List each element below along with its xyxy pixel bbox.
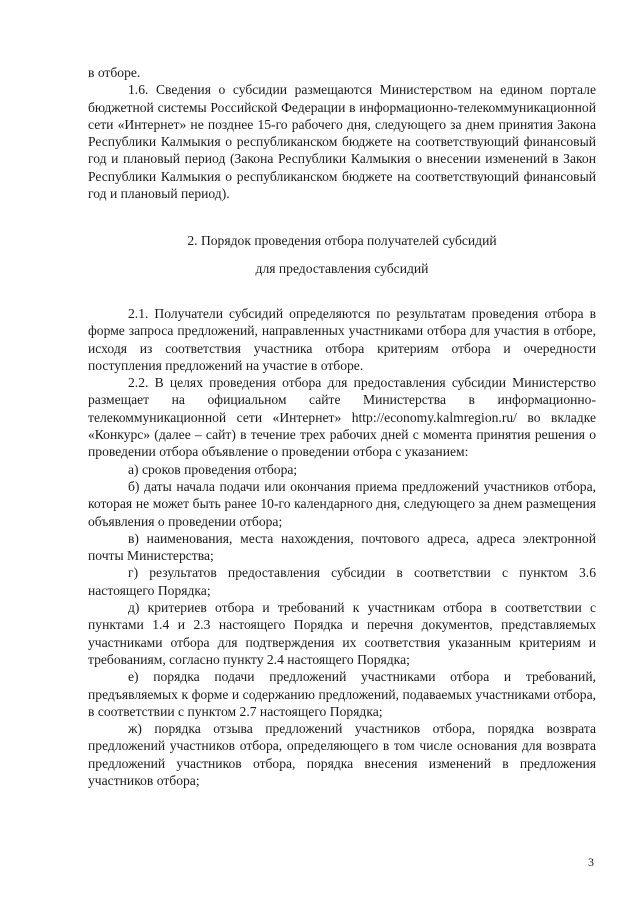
section-heading-line-1: 2. Порядок проведения отбора получателей субсидий xyxy=(187,233,497,249)
list-item-b: б) даты начала подачи или окончания приема предложений участников отбора, которая не может быть ранее 10-го календарного дня, следующего за днем размещения объявления о проведении отбора; xyxy=(88,478,596,529)
paragraph-2-1: 2.1. Получатели субсидий определяются по результатам проведения отбора в форме запроса предложений, направленных участниками отбора для участия в отборе, исходя из соответствия участника отбора критериям отбора и очередности поступления предложений на участие в отборе. xyxy=(88,305,596,373)
paragraph-1-6: 1.6. Сведения о субсидии размещаются Министерством на едином портале бюджетной системы Российской Федерации в информационно-телекоммуникационной сети «Интернет» не позднее 15-го рабочего дня, следующего за днем принятия Закона Республики Калмыкия о республиканском бюджете на соответствующий финансовый год и плановый период (Закона Республики Калмыкия о внесении изменений в Закон Республики Калмыкия о республиканском бюджете на соответствующий финансовый год и плановый период). xyxy=(88,82,596,202)
section-heading-line-2: для предоставления субсидий xyxy=(255,260,429,276)
list-item-g: г) результатов предоставления субсидии в соответствии с пунктом 3.6 настоящего Порядка; xyxy=(88,565,596,598)
page-number: 3 xyxy=(588,855,594,869)
document-body xyxy=(88,64,596,789)
list-item-zh: ж) порядка отзыва предложений участников отбора, порядка возврата предложений участников отбора, определяющего в том числе основания для возврата предложений участников отбора, порядка внесения изменений в предложения участников отбора; xyxy=(88,721,596,788)
list-item-v: в) наименования, места нахождения, почтового адреса, адреса электронной почты Министерства; xyxy=(88,530,596,564)
list-item-d: д) критериев отбора и требований к участникам отбора в соответствии с пунктами 1.4 и 2.3 настоящего Порядка и перечня документов, представляемых участниками отбора для подтверждения их соответствия указанным критериям и требованиям, согласно пункту 2.4 настоящего Порядка; xyxy=(88,600,596,667)
paragraph-2-2: 2.2. В целях проведения отбора для предоставления субсидии Министерство размещает на официальном сайте Министерства в информационно-телекоммуникационной сети «Интернет» http://economy.kalmregion.ru/ во вкладке «Конкурс» (далее – сайт) в течение трех рабочих дней с момента принятия решения о проведении отбора объявление о проведении отбора с указанием: xyxy=(88,375,596,460)
list-item-a: а) сроков проведения отбора; xyxy=(128,461,298,477)
list-item-e: е) порядка подачи предложений участниками отбора и требований, предъявляемых к форме и содержанию предложений, подаваемых участниками отбора, в соответствии с пунктом 2.7 настоящего Порядка; xyxy=(88,669,596,719)
paragraph-continuation: в отборе. xyxy=(88,65,141,80)
